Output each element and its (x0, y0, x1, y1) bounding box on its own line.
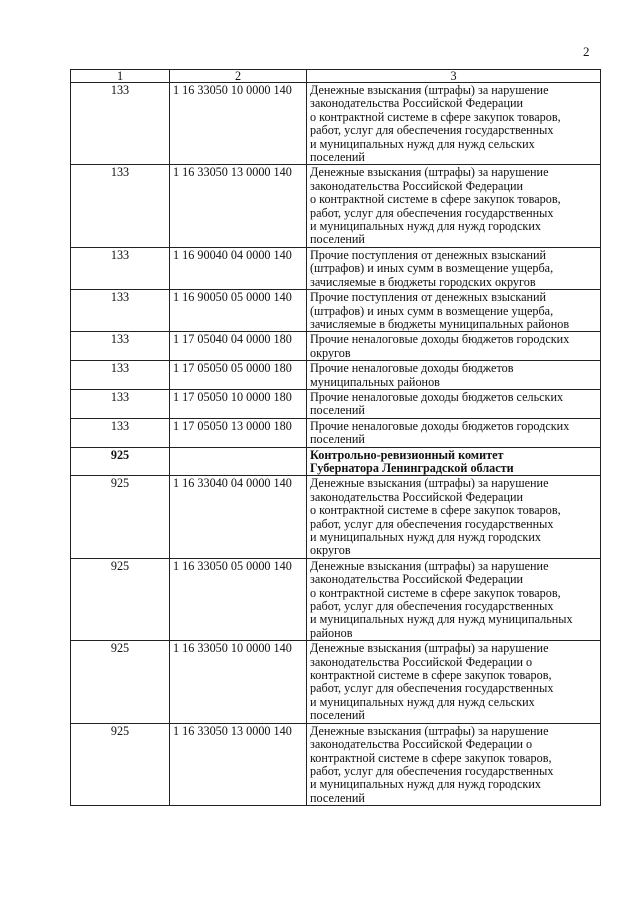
description-cell (307, 558, 601, 640)
description-line: и муниципальных нужд для нужд муниципальных (310, 612, 573, 627)
description-cell (307, 247, 601, 289)
admin-code-cell: 925 (71, 558, 170, 640)
description-line: законодательства Российской Федерации о (310, 654, 533, 669)
table-row (71, 558, 601, 640)
table-row (71, 447, 601, 476)
description-line: о контрактной системе в сфере закупок товаров, (310, 192, 561, 207)
description-line: поселений (310, 708, 365, 723)
description-line: Денежные взыскания (штрафы) за нарушение (310, 723, 549, 738)
table-row (71, 389, 601, 418)
table-row (71, 83, 601, 165)
description-line: работ, услуг для обеспечения государственных (310, 205, 554, 220)
description-cell (307, 723, 601, 805)
budget-code-cell: 1 17 05050 05 0000 180 (170, 361, 307, 390)
description-cell (307, 165, 601, 247)
admin-code-cell: 925 (71, 641, 170, 723)
description-line: и муниципальных нужд для нужд городских (310, 219, 541, 234)
description-line: поселений (310, 403, 365, 418)
description-line: Прочие поступления от денежных взысканий (310, 247, 547, 262)
admin-code-cell: 925 (71, 447, 170, 476)
budget-code-cell: 1 16 33050 13 0000 140 (170, 723, 307, 805)
budget-code-cell: 1 16 90040 04 0000 140 (170, 247, 307, 289)
column-header: 2 (170, 70, 307, 83)
description-cell (307, 83, 601, 165)
description-line: работ, услуг для обеспечения государственных (310, 123, 554, 138)
description-line: законодательства Российской Федерации (310, 489, 524, 504)
budget-code-cell: 1 17 05050 10 0000 180 (170, 389, 307, 418)
description-line: законодательства Российской Федерации (310, 178, 524, 193)
description-line: работ, услуг для обеспечения государственных (310, 681, 554, 696)
description-line: поселений (310, 150, 365, 165)
description-line: поселений (310, 232, 365, 247)
description-line: и муниципальных нужд для нужд городских (310, 777, 541, 792)
budget-code-cell: 1 17 05050 13 0000 180 (170, 418, 307, 447)
description-line: контрактной системе в сфере закупок товаров, (310, 668, 552, 683)
description-line: о контрактной системе в сфере закупок товаров, (310, 503, 561, 518)
description-cell (307, 476, 601, 558)
description-line: Губернатора Ленинградской области (310, 460, 514, 475)
description-line: законодательства Российской Федерации о (310, 737, 533, 752)
description-line: (штрафов) и иных сумм в возмещение ущерба, (310, 303, 554, 318)
description-line: Прочие неналоговые доходы бюджетов городских (310, 332, 570, 347)
description-line: Прочие неналоговые доходы бюджетов городских (310, 418, 570, 433)
description-line: работ, услуг для обеспечения государственных (310, 763, 554, 778)
table-row (71, 723, 601, 805)
table-body (71, 83, 601, 806)
table-row (71, 641, 601, 723)
budget-code-cell: 1 17 05040 04 0000 180 (170, 332, 307, 361)
admin-code-cell: 925 (71, 476, 170, 558)
table-row (71, 476, 601, 558)
column-header: 3 (307, 70, 601, 83)
budget-code-cell (170, 447, 307, 476)
description-line: Прочие неналоговые доходы бюджетов (310, 361, 514, 376)
description-cell (307, 641, 601, 723)
admin-code-cell: 925 (71, 723, 170, 805)
description-line: зачисляемые в бюджеты муниципальных районов (310, 316, 570, 331)
description-line: и муниципальных нужд для нужд городских (310, 530, 541, 544)
description-line: работ, услуг для обеспечения государственных (310, 599, 554, 614)
table-row (71, 332, 601, 361)
admin-code-cell: 133 (71, 290, 170, 332)
table-row (71, 418, 601, 447)
description-line: Прочие неналоговые доходы бюджетов сельских (310, 389, 564, 404)
description-line: округов (310, 345, 351, 360)
budget-code-cell: 1 16 33050 13 0000 140 (170, 165, 307, 247)
budget-code-cell: 1 16 90050 05 0000 140 (170, 290, 307, 332)
description-line: и муниципальных нужд для нужд сельских (310, 694, 535, 709)
table-header-row (71, 70, 601, 83)
description-line: поселений (310, 432, 365, 447)
description-line: Денежные взыскания (штрафы) за нарушение (310, 641, 549, 656)
table-row (71, 290, 601, 332)
budget-code-cell: 1 16 33050 10 0000 140 (170, 83, 307, 165)
table-row (71, 247, 601, 289)
description-line: Денежные взыскания (штрафы) за нарушение (310, 165, 549, 180)
description-cell (307, 332, 601, 361)
description-line: Прочие поступления от денежных взысканий (310, 290, 547, 305)
description-line: (штрафов) и иных сумм в возмещение ущерба, (310, 261, 554, 276)
admin-code-cell: 133 (71, 83, 170, 165)
admin-code-cell: 133 (71, 247, 170, 289)
page-number: 2 (583, 44, 590, 59)
description-line: Денежные взыскания (штрафы) за нарушение (310, 83, 549, 97)
description-line: Денежные взыскания (штрафы) за нарушение (310, 558, 549, 573)
description-line: контрактной системе в сфере закупок товаров, (310, 750, 552, 765)
description-line: поселений (310, 790, 365, 805)
table-row (71, 361, 601, 390)
admin-code-cell: 133 (71, 165, 170, 247)
description-line: законодательства Российской Федерации (310, 96, 524, 111)
admin-code-cell: 133 (71, 361, 170, 390)
budget-code-cell: 1 16 33050 05 0000 140 (170, 558, 307, 640)
column-header: 1 (71, 70, 170, 83)
description-line: и муниципальных нужд для нужд сельских (310, 136, 535, 151)
description-line: районов (310, 625, 353, 640)
description-cell (307, 389, 601, 418)
budget-codes-table (70, 69, 601, 806)
budget-code-cell: 1 16 33050 10 0000 140 (170, 641, 307, 723)
description-cell (307, 447, 601, 476)
description-line: Денежные взыскания (штрафы) за нарушение (310, 476, 549, 491)
description-line: работ, услуг для обеспечения государственных (310, 516, 554, 531)
description-line: зачисляемые в бюджеты городских округов (310, 274, 536, 289)
description-cell (307, 290, 601, 332)
description-line: округов (310, 543, 351, 558)
admin-code-cell: 133 (71, 418, 170, 447)
admin-code-cell: 133 (71, 389, 170, 418)
budget-code-cell: 1 16 33040 04 0000 140 (170, 476, 307, 558)
table-row (71, 165, 601, 247)
description-line: Контрольно-ревизионный комитет (310, 447, 504, 462)
description-cell (307, 361, 601, 390)
description-line: о контрактной системе в сфере закупок товаров, (310, 585, 561, 600)
description-line: о контрактной системе в сфере закупок товаров, (310, 109, 561, 124)
admin-code-cell: 133 (71, 332, 170, 361)
description-line: муниципальных районов (310, 374, 440, 389)
description-cell (307, 418, 601, 447)
description-line: законодательства Российской Федерации (310, 572, 524, 587)
